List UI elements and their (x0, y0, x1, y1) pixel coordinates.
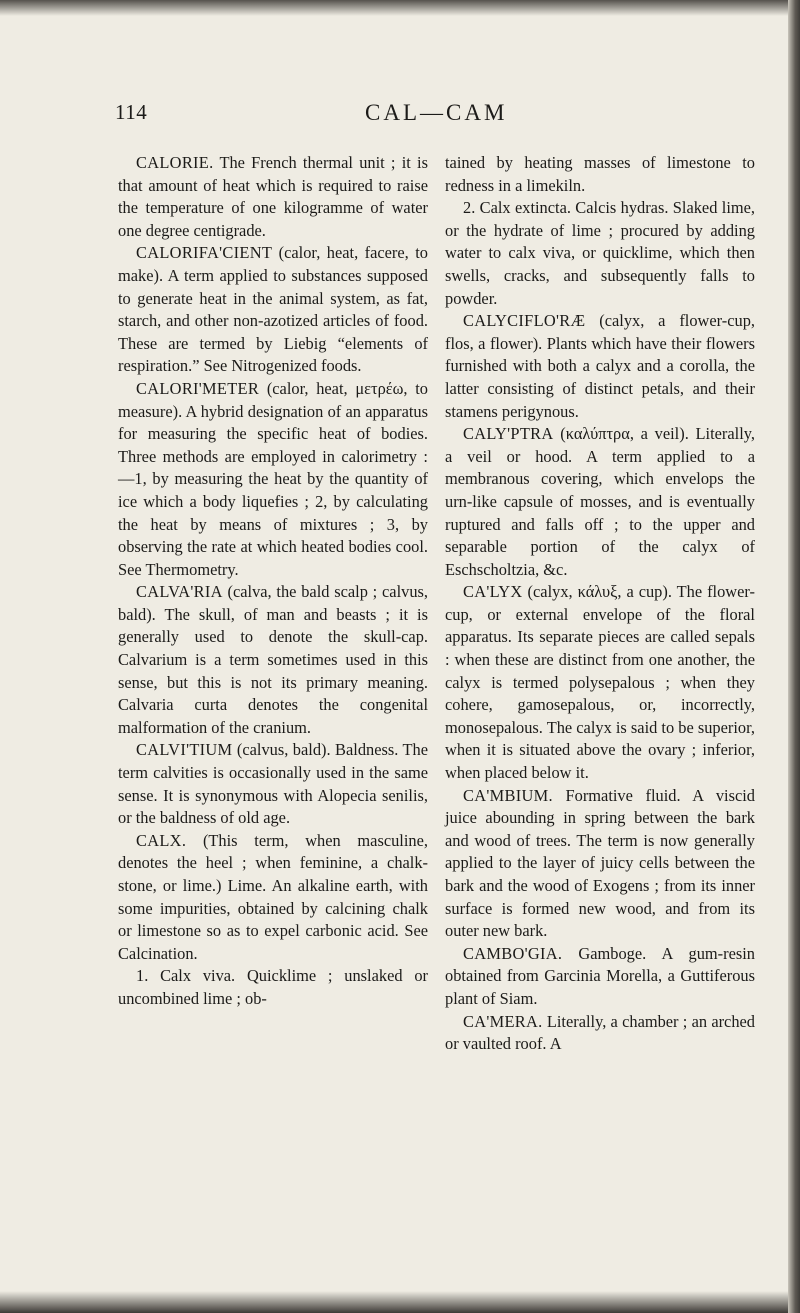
definition: 1. Calx viva. Quicklime ; unslaked or uncombined lime ; ob- (118, 966, 428, 1008)
entry-calyptra (445, 423, 755, 581)
headword: CALORIFA'CIENT (136, 243, 273, 263)
entry-calyx (445, 581, 755, 784)
headword: CA'LYX (463, 582, 523, 602)
running-head: CAL—CAM (365, 100, 508, 125)
definition: (calyx, a flower-cup, flos, a flower). Plants which have their flowers furnished with both a calyx and a corolla, the latter consisting of distinct petals, and their stamens perigynous. (445, 311, 755, 421)
headword: CA'MBIUM. (463, 785, 553, 805)
headword: CA'MERA. (463, 1011, 543, 1031)
entry-calorifacient (118, 242, 428, 378)
headword: CAMBO'GIA. (463, 943, 563, 963)
definition: (calva, the bald scalp ; calvus, bald). The skull, of man and beasts ; it is generally used to denote the skull-cap. Calvarium is a term sometimes used in this sense, but this is not its primary meaning. Calvaria curta denotes the congenital malformation of the cranium. (118, 582, 428, 737)
definition: Formative fluid. A viscid juice abounding in spring between the bark and wood of trees. The term is now generally applied to the layer of juicy cells between the bark and the wood of Exogens ; from its inner surface is formed new wood, and from its outer new bark. (445, 785, 755, 941)
definition: tained by heating masses of limestone to redness in a limekiln. (445, 153, 755, 195)
book-edge (788, 0, 800, 1313)
entry-calvaria (118, 581, 428, 739)
scan-shadow-bottom (0, 1291, 788, 1313)
headword: CALORIE. (136, 153, 214, 172)
entry-calorie (118, 152, 428, 242)
entry-calx-viva (118, 965, 428, 1010)
definition: (This term, when masculine, denotes the heel ; when feminine, a chalk-stone, or lime.) Lime. An alkaline earth, with some impurities, obtained by calcining chalk or limestone so as to expel carbonic acid. See Calcination. (118, 830, 428, 963)
headword: CALYCIFLO'RÆ (463, 311, 586, 331)
entry-camera (445, 1011, 755, 1056)
definition: Gamboge. A gum-resin obtained from Garcinia Morella, a Guttiferous plant of Siam. (445, 943, 755, 1008)
definition: Literally, a chamber ; an arched or vaulted roof. A (445, 1011, 755, 1054)
headword: CALVA'RIA (136, 582, 223, 602)
entry-cambogia (445, 943, 755, 1011)
entry-calx (118, 830, 428, 966)
page-number: 114 (115, 100, 148, 124)
headword: CALY'PTRA (463, 424, 554, 444)
definition: (calvus, bald). Baldness. The term calvities is occasionally used in the same sense. It is synonymous with Alopecia senilis, or the baldness of old age. (118, 740, 428, 828)
headword: CALX. (136, 830, 187, 850)
entry-calvitium (118, 739, 428, 829)
definition: The French thermal unit ; it is that amount of heat which is required to raise the temperature of one kilogramme of water one degree centigrade. (118, 153, 428, 240)
entry-cambium (445, 785, 755, 943)
entry-continuation (445, 152, 755, 197)
definition: 2. Calx extincta. Calcis hydras. Slaked lime, or the hydrate of lime ; procured by adding water to calx viva, or quicklime, which then swells, cracks, and subsequently falls to powder. (445, 198, 755, 308)
left-column (118, 152, 428, 1011)
entry-calyciflorae (445, 310, 755, 423)
headword: CALVI'TIUM (136, 740, 233, 760)
page-header (115, 100, 758, 140)
entry-calorimeter (118, 378, 428, 581)
definition: (calyx, κάλυξ, a cup). The flower-cup, or external envelope of the floral apparatus. Its separate pieces are called sepals : when these are distinct from one another, the calyx is termed polysepalous ; when they cohere, gamosepalous, or, incorrectly, monosepalous. The calyx is said to be superior, when it is situated above the ovary ; inferior, when placed below it. (445, 582, 755, 783)
definition: (καλύπτρα, a veil). Literally, a veil or hood. A term applied to a membranous covering, which envelops the urn-like capsule of mosses, and is eventually ruptured and falls off ; to the upper and separable portion of the calyx of Eschscholtzia, &c. (445, 424, 755, 579)
entry-calx-extincta (445, 197, 755, 310)
definition: (calor, heat, facere, to make). A term applied to substances supposed to generate heat in the animal system, as fat, starch, and other non-azotized articles of food. These are termed by Liebig “elements of respiration.” See Nitrogenized foods. (118, 243, 428, 376)
headword: CALORI'METER (136, 378, 260, 398)
right-column (445, 152, 755, 1056)
scan-shadow-top (0, 0, 788, 16)
definition: (calor, heat, μετρέω, to measure). A hybrid designation of an apparatus for measuring the specific heat of bodies. Three methods are employed in calorimetry :—1, by measuring the heat by the quantity of ice which a body liquefies ; 2, by calculating the heat by means of mixtures ; 3, by observing the rate at which heated bodies cool. See Thermometry. (118, 378, 428, 579)
